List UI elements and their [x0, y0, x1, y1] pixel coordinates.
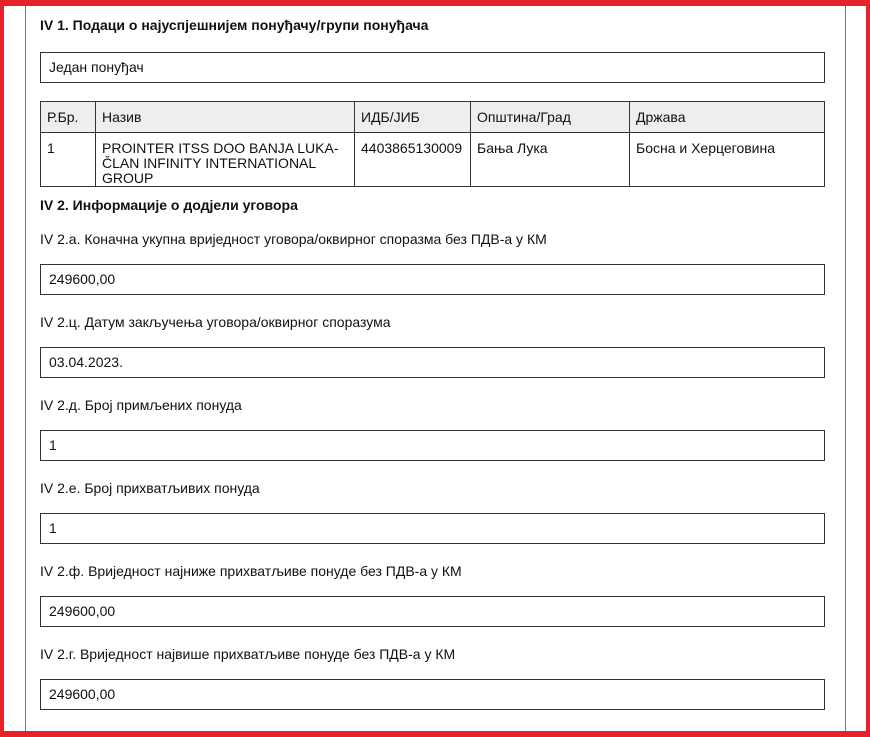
highest-bid-field: 249600,00 — [40, 679, 825, 710]
received-bids-field: 1 — [40, 430, 825, 461]
section-iv1-title: IV 1. Подаци о најуспјешнијем понуђачу/групи понуђача — [40, 17, 429, 33]
cell-id: 4403865130009 — [355, 133, 471, 187]
cell-country: Босна и Херцеговина — [630, 133, 825, 187]
col-header-number: Р.Бр. — [41, 102, 96, 133]
highest-bid-label: IV 2.г. Вриједност највише прихватљиве понуде без ПДВ-а у КМ — [40, 646, 456, 662]
acceptable-bids-label: IV 2.е. Број прихватљивих понуда — [40, 480, 260, 496]
cell-number: 1 — [41, 133, 96, 187]
bidder-type-field: Један понуђач — [40, 52, 825, 83]
received-bids-label: IV 2.д. Број примљених понуда — [40, 397, 242, 413]
acceptable-bids-field: 1 — [40, 513, 825, 544]
section-iv2-title: IV 2. Информације о додјели уговора — [40, 197, 298, 213]
contract-date-label: IV 2.ц. Датум закључења уговора/оквирног споразума — [40, 314, 391, 330]
lowest-bid-field: 249600,00 — [40, 596, 825, 627]
cell-municipality: Бања Лука — [471, 133, 630, 187]
right-margin-line — [845, 6, 846, 731]
col-header-id: ИДБ/ЈИБ — [355, 102, 471, 133]
col-header-municipality: Општина/Град — [471, 102, 630, 133]
table-header-row — [41, 102, 825, 133]
bidders-table — [40, 101, 825, 187]
col-header-country: Држава — [630, 102, 825, 133]
left-margin-line — [25, 6, 26, 731]
contract-value-field: 249600,00 — [40, 264, 825, 295]
table-row — [41, 133, 825, 187]
contract-date-field: 03.04.2023. — [40, 347, 825, 378]
contract-value-label: IV 2.а. Коначна укупна вриједност уговора/оквирног споразма без ПДВ-а у КМ — [40, 231, 547, 247]
lowest-bid-label: IV 2.ф. Вриједност најниже прихватљиве понуде без ПДВ-а у КМ — [40, 563, 462, 579]
col-header-name: Назив — [96, 102, 355, 133]
cell-name: PROINTER ITSS DOO BANJA LUKA-ČLAN INFINITY INTERNATIONAL GROUP — [96, 133, 355, 187]
